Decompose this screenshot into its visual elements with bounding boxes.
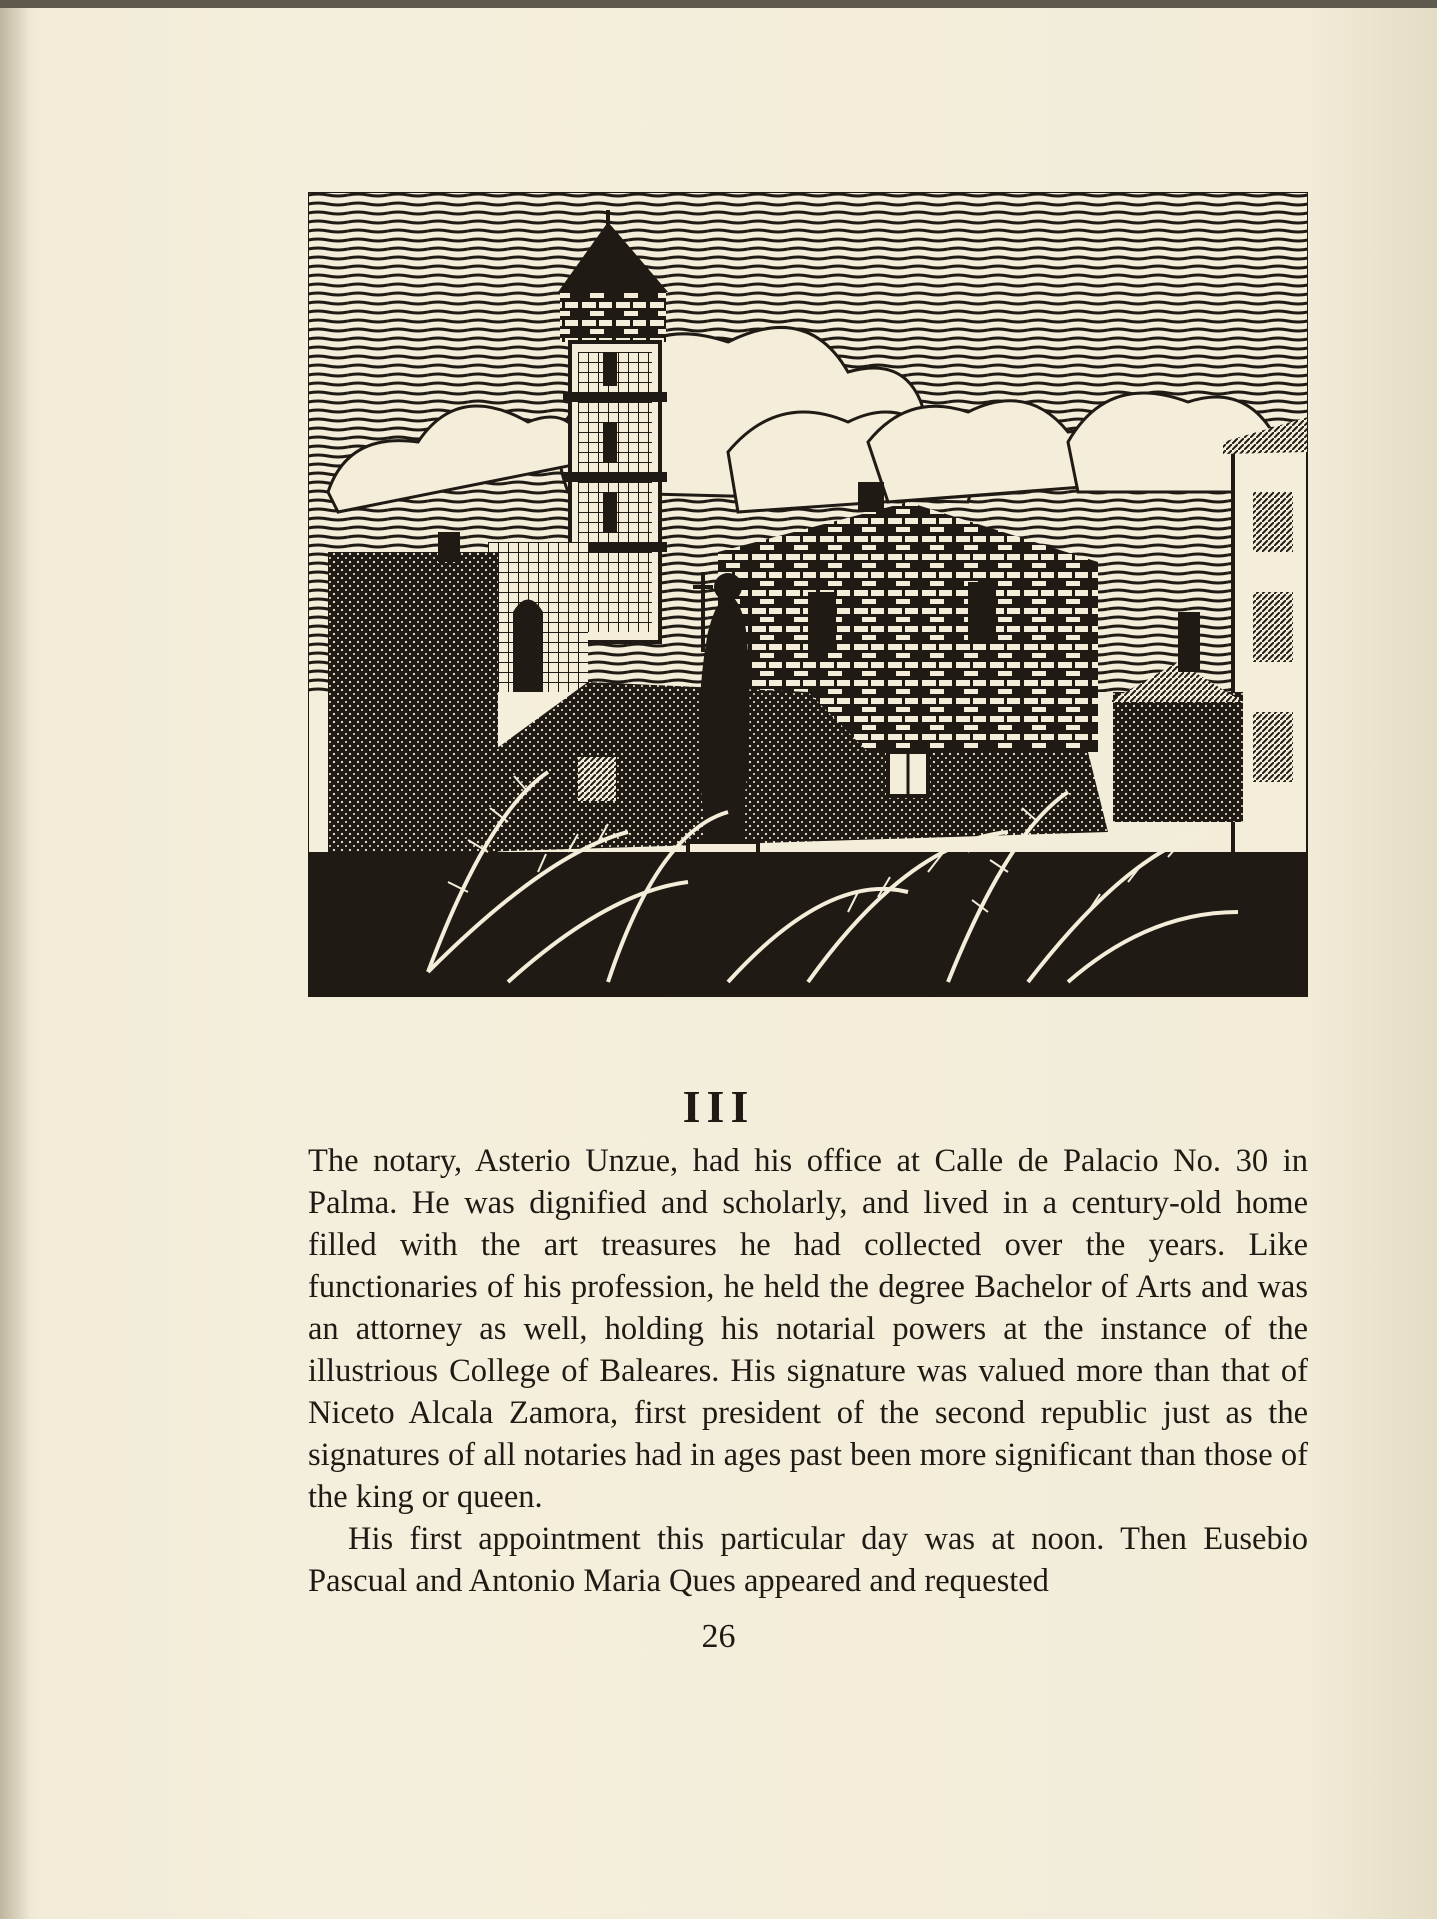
chapter-numeral: III (682, 1081, 755, 1132)
woodcut-illustration (308, 192, 1308, 997)
woodcut-illustration-icon (308, 192, 1308, 997)
paragraph-2: His first appointment this particular day was at noon. Then Eusebio Pascual and Antonio Maria Ques appeared and requested (308, 1521, 1308, 1599)
page-number: 26 (701, 1618, 736, 1655)
page-top-edge (0, 0, 1437, 8)
paragraph-1: The notary, Asterio Unzue, had his office at Calle de Palacio No. 30 in Palma. He was dignified and scholarly, and lived in a century-old home filled with the art treasures he had collected over the years. Like functionaries of his profession, he held the degree Bachelor of Arts and was an attorney as well, holding his notarial powers at the instance of the illustrious College of Baleares. His signature was valued more than that of Niceto Alcala Zamora, first president of the second republic just as the signatures of all notaries had in ages past been more significant than those of the king or queen. (308, 1143, 1308, 1515)
body-text (308, 1140, 1308, 1602)
